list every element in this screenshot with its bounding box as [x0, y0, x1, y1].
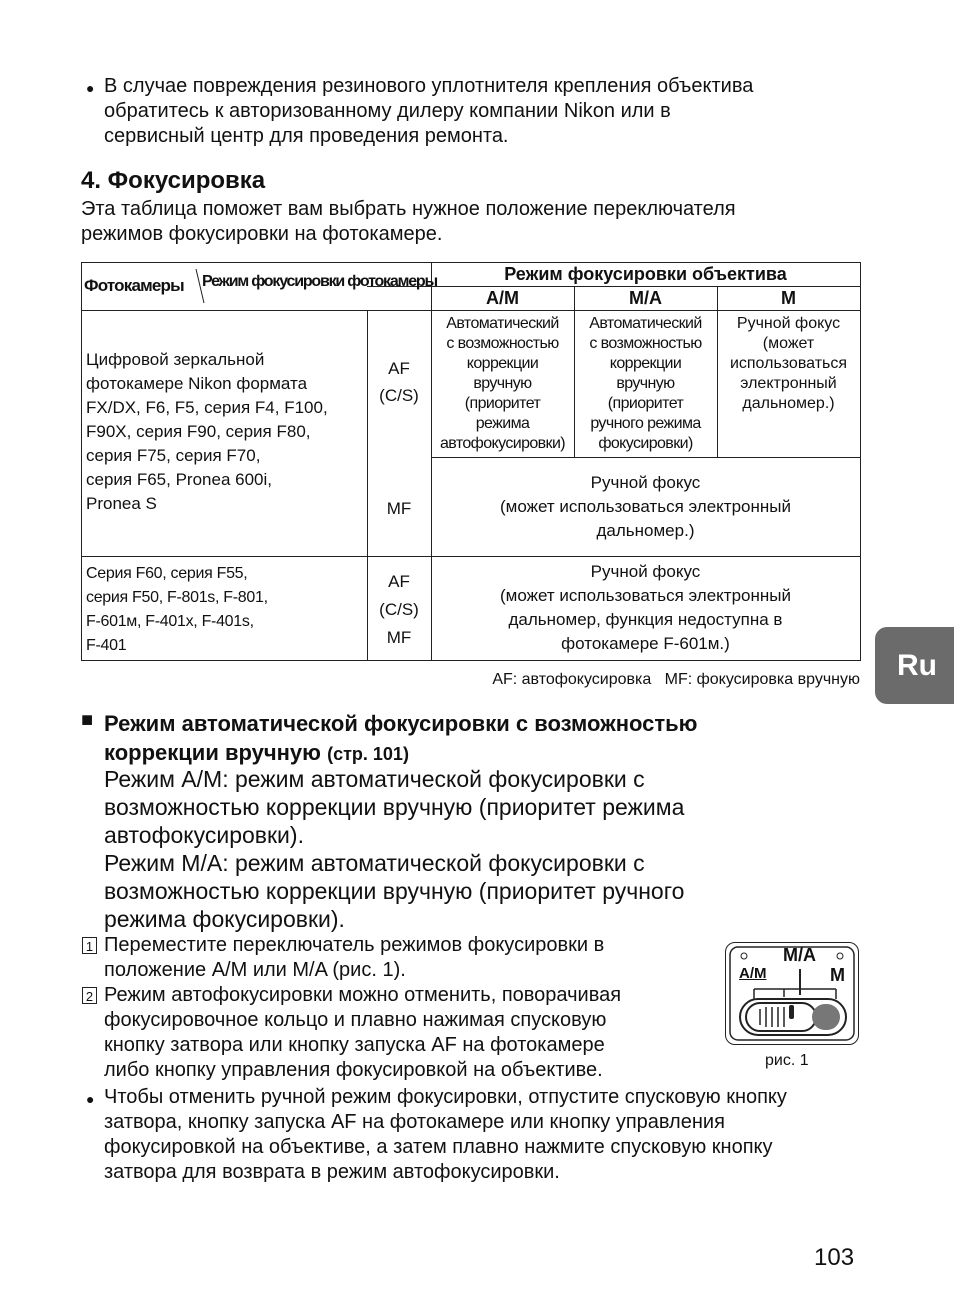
row1-m-cell [717, 314, 860, 414]
cell-line: Ручной фокус [590, 562, 701, 581]
camera-line: F-601м, F-401x, F-401s, [86, 613, 254, 630]
step-1-text [104, 933, 604, 983]
body-line: Режим A/M: режим автоматической фокусировки с [104, 766, 645, 792]
step-line: кнопку затвора или кнопку запуска AF на фотокамере [104, 1034, 605, 1056]
cell-line: (может использоваться электронный [500, 586, 791, 605]
row1-am-cell [431, 314, 574, 454]
corner-cell [82, 263, 437, 310]
camera-line: Pronea S [86, 494, 157, 513]
body-line: Режим M/A: режим автоматической фокусировки с [104, 850, 645, 876]
cell-line: коррекции [609, 355, 682, 372]
body-line: автофокусировки). [104, 822, 304, 848]
body-line: возможностью коррекции вручную (приоритет режима [104, 794, 685, 820]
row2-text-cell [431, 560, 860, 656]
camera-line: Цифровой зеркальной [86, 350, 265, 369]
cancel-manual-text [104, 1085, 787, 1185]
row1-ma-cell [574, 314, 717, 454]
step-line: Режим автофокусировки можно отменить, поворачивая [104, 984, 622, 1006]
description-line: Эта таблица поможет вам выбрать нужное положение переключателя [81, 198, 736, 220]
camera-line: фотокамере Nikon формата [86, 374, 308, 393]
mode-line: AF [388, 359, 410, 378]
intro-line: сервисный центр для проведения ремонта. [104, 125, 509, 147]
camera-line: F-401 [86, 637, 127, 654]
section-title: 4. Фокусировка [81, 167, 266, 194]
cell-line: режима [475, 415, 530, 432]
camera-line: серия F50, F-801s, F-801, [86, 589, 268, 606]
cell-line: Автоматический [589, 315, 702, 332]
heading-line: коррекции вручную [104, 740, 321, 765]
cell-line: (может использоваться электронный [500, 497, 791, 516]
section-description [81, 197, 736, 247]
table-rule [82, 310, 860, 311]
camera-line: Серия F60, серия F55, [86, 565, 248, 582]
body-line: возможностью коррекции вручную (приоритет ручного [104, 878, 685, 904]
corner-mode-label: Режим фокусировки фотокамеры [202, 273, 437, 290]
cell-line: дальномер.) [742, 395, 835, 412]
cell-line: вручную [616, 375, 675, 392]
switch-label-m: M [830, 965, 845, 985]
step-number: 1 [82, 937, 97, 954]
cell-line: (может [762, 335, 815, 352]
row1-mode-mf: MF [386, 499, 412, 518]
bullet-line: затвора для возврата в режим автофокусировки. [104, 1161, 560, 1183]
column-header-m: M [781, 288, 796, 308]
bullet-line: Чтобы отменить ручной режим фокусировки, отпустите спусковую кнопку [104, 1086, 787, 1108]
cell-line: Ручной фокус [736, 315, 841, 332]
intro-paragraph [104, 74, 753, 149]
column-header-am: A/M [486, 288, 519, 308]
step-2-text [104, 983, 621, 1083]
cell-line: дальномер.) [596, 521, 695, 540]
switch-label-ma: M/A [783, 945, 816, 965]
cell-line: электронный [740, 375, 837, 392]
table-rule [82, 556, 860, 557]
cell-line: ручного режима [590, 415, 701, 432]
camera-line: F90X, серия F90, серия F80, [86, 422, 311, 441]
camera-line: серия F65, Pronea 600i, [86, 470, 272, 489]
mode-line: MF [386, 628, 412, 647]
camera-line: FX/DX, F6, F5, серия F4, F100, [86, 398, 328, 417]
cell-line: с возможностью [589, 335, 702, 352]
cell-line: дальномер, функция недоступна в [508, 610, 783, 629]
cell-line: фотокамере F-601м.) [561, 634, 730, 653]
heading-line: Режим автоматической фокусировки с возможностью [104, 711, 698, 736]
intro-line: В случае повреждения резинового уплотнителя крепления объектива [104, 75, 754, 97]
camera-line: серия F75, серия F70, [86, 446, 261, 465]
lens-mode-header: Режим фокусировки объектива [504, 264, 787, 284]
row1-camera-cell [86, 348, 328, 516]
square-bullet-icon: ■ [81, 709, 94, 731]
description-line: режимов фокусировки на фотокамере. [81, 223, 443, 245]
step-line: положение A/M или M/A (рис. 1). [104, 959, 406, 981]
cell-line: Автоматический [446, 315, 559, 332]
cell-line: (приоритет [607, 395, 684, 412]
mode-line: (C/S) [379, 600, 419, 619]
corner-diagonal [194, 263, 206, 310]
cell-line: коррекции [466, 355, 539, 372]
cell-line: с возможностью [446, 335, 559, 352]
page-reference: (стр. 101) [327, 744, 409, 764]
step-line: фокусировочное кольцо и плавно нажимая спусковую [104, 1009, 607, 1031]
mode-line: AF [388, 572, 410, 591]
cell-line: фокусировки) [598, 435, 693, 452]
language-tab[interactable]: Ru [875, 627, 954, 704]
row2-camera-cell [86, 562, 268, 658]
bullet-line: затвора, кнопку запуска AF на фотокамере или кнопку управления [104, 1111, 725, 1133]
row2-mode-cell [367, 568, 431, 652]
page-number: 103 [814, 1244, 855, 1271]
focus-switch-figure [725, 942, 859, 1045]
cell-line: вручную [473, 375, 532, 392]
step-number: 2 [82, 987, 97, 1004]
figure-caption: рис. 1 [765, 1052, 809, 1069]
cell-line: автофокусировки) [439, 435, 566, 452]
step-line: Переместите переключатель режимов фокусировки в [104, 934, 605, 956]
body-line: режима фокусировки). [104, 906, 345, 932]
bullet-icon: ● [86, 1091, 95, 1107]
mode-line: (C/S) [379, 386, 419, 405]
intro-line: обратитесь к авторизованному дилеру компании Nikon или в [104, 100, 671, 122]
column-header-ma: M/A [629, 288, 662, 308]
manual-body [104, 765, 684, 933]
manual-heading [104, 709, 697, 769]
cell-line: использоваться [729, 355, 848, 372]
cell-line: Ручной фокус [590, 473, 701, 492]
table-footnote: AF: автофокусировка MF: фокусировка вручную [492, 671, 860, 688]
table-rule [431, 457, 860, 458]
switch-label-am: A/M [739, 965, 767, 982]
corner-cameras-label: Фотокамеры [84, 276, 184, 295]
step-line: либо кнопку управления фокусировкой на объективе. [104, 1059, 603, 1081]
focus-mode-table [81, 262, 861, 661]
bullet-line: фокусировкой на объективе, а затем плавно нажмите спусковую кнопку [104, 1136, 773, 1158]
row1-mode-af [367, 355, 431, 409]
cell-line: (приоритет [464, 395, 541, 412]
row1-mf-text [431, 471, 860, 543]
bullet-icon: ● [86, 80, 95, 96]
